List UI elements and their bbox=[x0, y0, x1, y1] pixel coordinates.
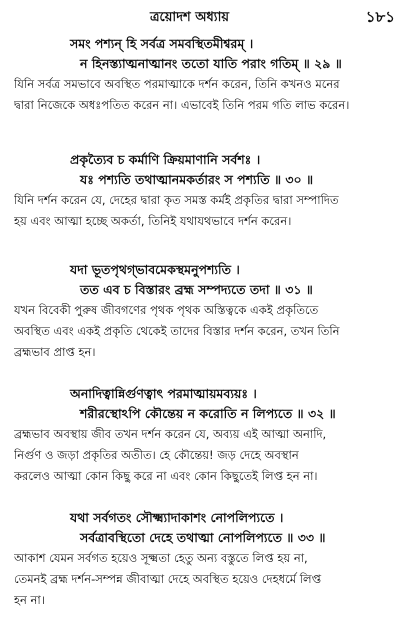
translation-33-line-1: আকাশ যেমন সর্বগত হয়েও সূক্ষ্মতা হেতু অন্য বস্তুতে লিপ্ত হয় না, bbox=[14, 551, 308, 565]
verse-32-line-1: অনাদিত্বান্নির্গুণত্বাৎ পরমাত্মায়মব্যয়ঃ । bbox=[70, 386, 257, 401]
translation-33-line-2: তেমনই ব্রহ্ম দর্শন-সম্পন্ন জীবাত্মা দেহে অবস্থিত হয়েও দেহধর্মে লিপ্ত bbox=[14, 572, 322, 586]
translation-32-line-1: ব্রহ্মভাব অবস্থায় জীব তখন দর্শন করেন যে, অব্যয় এই আত্মা অনাদি, bbox=[14, 427, 327, 441]
page-header bbox=[0, 6, 409, 28]
translation-31-line-2: অবস্থিত এবং একই প্রকৃতি থেকেই তাদের বিস্তার দর্শন করেন, তখন তিনি bbox=[14, 324, 340, 338]
translation-30-line-2: হয় এবং আত্মা হচ্ছে অকর্তা, তিনিই যথাযথভাবে দর্শন করেন। bbox=[14, 214, 292, 228]
verse-29-line-1: সমং পশ্যন্ হি সর্বত্র সমবস্থিতমীশ্বরম্ । bbox=[70, 36, 254, 51]
verse-31 bbox=[14, 260, 399, 363]
translation-33-line-3: হন না। bbox=[14, 593, 45, 607]
translation-29-line-1: যিনি সর্বত্র সমভাবে অবস্থিত পরমাত্মাকে দর্শন করেন, তিনি কখনও মনের bbox=[14, 77, 340, 91]
chapter-title: ত্রয়োদশ অধ্যায় bbox=[150, 10, 229, 25]
verse-33 bbox=[14, 508, 399, 611]
translation-31-line-3: ব্রহ্মভাব প্রাপ্ত হন। bbox=[14, 345, 96, 359]
verse-33-line-2: সর্বত্রাবস্থিতো দেহে তথাত্মা নোপলিপ্যতে ॥ ৩৩ ॥ bbox=[80, 530, 326, 545]
verse-29 bbox=[14, 34, 399, 116]
translation-32-line-2: নির্গুণ ও জড়া প্রকৃতির অতীত। হে কৌন্তেয়! জড় দেহে অবস্থান bbox=[14, 448, 299, 462]
translation-32-line-3: করলেও আত্মা কোন কিছু করে না এবং কোন কিছুতেই লিপ্ত হন না। bbox=[14, 469, 318, 483]
page-number: ১৮১ bbox=[365, 8, 395, 26]
verse-32-line-2: শরীরস্থোঽপি কৌন্তেয় ন করোতি ন লিপ্যতে ॥ ৩২ ॥ bbox=[80, 406, 336, 421]
verse-30 bbox=[14, 150, 399, 232]
verse-30-line-2: যঃ পশ্যতি তথাত্মানমকর্তারং স পশ্যতি ॥ ৩০ ॥ bbox=[80, 172, 314, 187]
verse-31-line-2: তত এব চ বিস্তারং ব্রহ্ম সম্পদ্যতে তদা ॥ ৩১ ॥ bbox=[80, 282, 313, 297]
translation-30-line-1: যিনি দর্শন করেন যে, দেহের দ্বারা কৃত সমস্ত কর্মই প্রকৃতির দ্বারা সম্পাদিত bbox=[14, 193, 339, 207]
verse-29-line-2: ন হিনস্ত্যাত্মনাত্মানং ততো যাতি পরাং গতিম্ ॥ ২৯ ॥ bbox=[80, 56, 342, 71]
verse-33-line-1: যথা সর্বগতং সৌক্ষ্ম্যাদাকাশং নোপলিপ্যতে । bbox=[70, 510, 284, 525]
verse-30-line-1: প্রকৃত্যৈব চ কর্মাণি ক্রিয়মাণানি সর্বশঃ । bbox=[70, 152, 261, 167]
verse-31-line-1: যদা ভূতপৃথগ্‌ভাবমেকস্থমনুপশ্যতি । bbox=[70, 262, 240, 277]
translation-31-line-1: যখন বিবেকী পুরুষ জীবগণের পৃথক পৃথক অস্তিত্বকে একই প্রকৃতিতে bbox=[14, 303, 319, 317]
translation-29-line-2: দ্বারা নিজেকে অধঃপতিত করেন না। এভাবেই তিনি পরম গতি লাভ করেন। bbox=[14, 98, 350, 112]
verse-32 bbox=[14, 384, 399, 487]
